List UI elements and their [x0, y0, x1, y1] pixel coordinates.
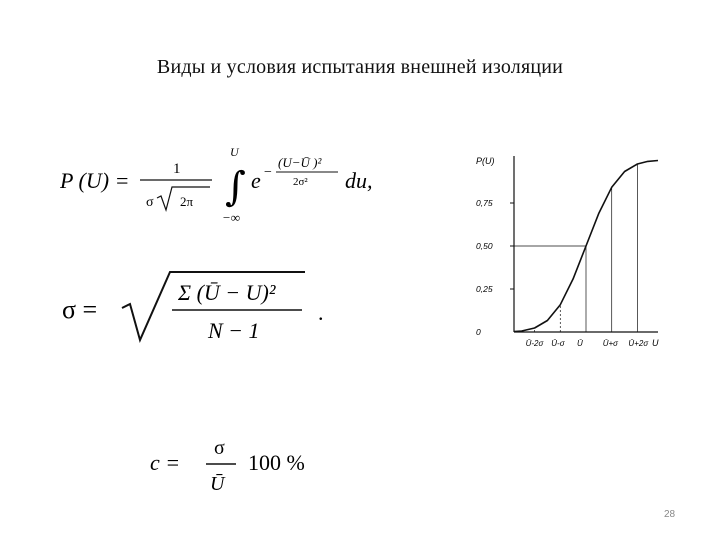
cumulative-distribution-chart [462, 148, 672, 358]
sigma-formula [60, 268, 360, 348]
y-tick-label: 0,25 [476, 284, 493, 294]
x-tick-label: Ū-σ [551, 339, 565, 348]
variation-numerator: σ [214, 437, 225, 459]
differential: du, [345, 168, 373, 193]
probability-denominator-root: 2π [180, 194, 194, 209]
x-axis-label: U [652, 338, 659, 348]
page-number: 28 [664, 509, 676, 520]
x-tick-label: Ū-2σ [525, 339, 544, 348]
sigma-dot: . [318, 300, 324, 325]
probability-lhs: P (U) = [60, 168, 130, 193]
x-tick-label: Ū+2σ [628, 339, 649, 348]
chart-svg [462, 148, 672, 358]
variation-formula [150, 436, 350, 496]
variation-factor: 100 % [248, 450, 305, 475]
x-tick-label: Ū [577, 339, 583, 348]
integral-lower-limit: −∞ [222, 210, 241, 225]
x-tick-label: Ū+σ [602, 339, 618, 348]
exp-minus: − [264, 165, 272, 180]
y-axis-label: P(U) [476, 156, 495, 166]
exp-numerator: (U−Ū )² [278, 155, 322, 170]
integral-sign: ∫ [225, 164, 246, 210]
slide-title: Виды и условия испытания внешней изоляции [156, 56, 564, 78]
integral-upper-limit: U [230, 145, 239, 159]
probability-denominator-sigma: σ [146, 195, 154, 210]
y-tick-label: 0,50 [476, 241, 493, 251]
y-tick-label: 0,75 [476, 198, 493, 208]
variation-denominator: Ū [210, 473, 225, 495]
exp-base: e [251, 168, 261, 193]
probability-numerator: 1 [173, 161, 181, 177]
sigma-lhs: σ = [62, 295, 98, 324]
probability-formula [60, 140, 400, 230]
exp-denominator: 2σ² [293, 176, 308, 188]
sigma-denominator: N − 1 [208, 318, 260, 343]
y-tick-label: 0 [476, 327, 481, 337]
variation-lhs: c = [150, 450, 181, 475]
sigma-numerator: Σ (Ū − U)² [178, 280, 276, 305]
